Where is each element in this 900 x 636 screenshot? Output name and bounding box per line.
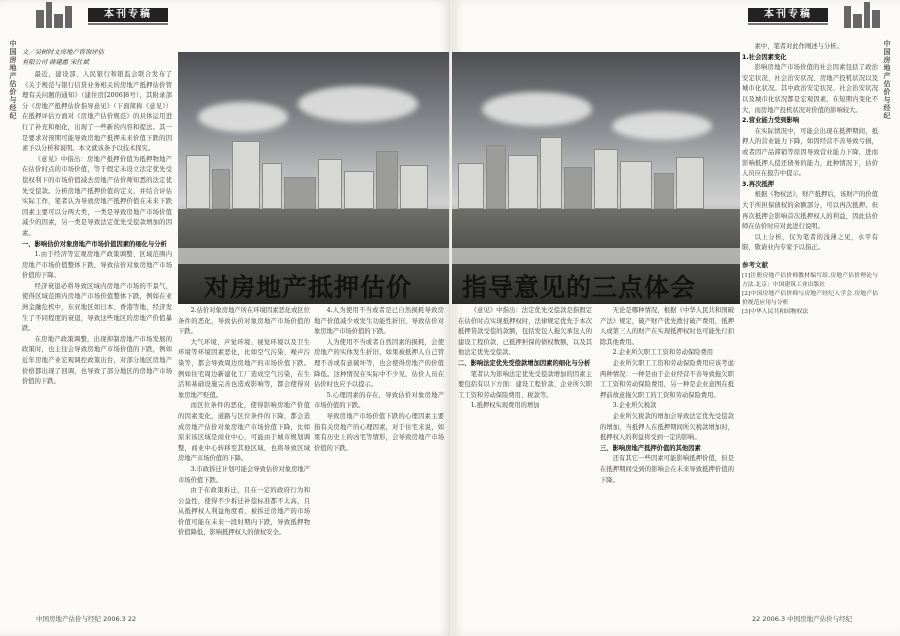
article-title-left: 对房地产抵押估价 [204, 273, 413, 302]
paragraph: 影响房地产市场价值的社会因素包括了政治安定状况、社会治安状况、房地产投机状况以及城市化状况。其中政治安定状况、社会治安状况以及城市化状况都是宏观因素，在短期内变化不大，而房地产投机状况对价值的影响较大。 [742, 64, 878, 114]
right-page [452, 0, 900, 636]
page-footer: 22 2006.3 中国房地产估价与经纪 [752, 615, 853, 623]
section-badge: 本刊专稿 [748, 8, 828, 22]
text-column-1 [22, 48, 172, 604]
section-heading: 二、影响法定优先受偿款增加因素的细化与分析 [458, 359, 591, 367]
side-label: 中国房地产估价与经纪 [9, 40, 17, 120]
reference-item: [3]中华人民共和国物权法 [742, 308, 809, 315]
paragraph: 《意见》中指出：法定优先受偿款是指假定在估价时点实现抵押权时，法律规定优先于本次抵押贷款受偿的款额，包括发包人拖欠承包人的建设工程价款、已抵押担保的债权数额，以及其他法定优先受偿款。 [458, 307, 592, 357]
text-column-3 [314, 306, 444, 608]
city-photo [178, 52, 452, 304]
author-line: 文／吴树时文房地产咨询评估 [22, 49, 104, 56]
section-heading: 2.营业能力受到影响 [742, 117, 800, 125]
section-heading: 三、影响房地产抵押价值的其他因素 [600, 444, 701, 452]
page-footer: 中国房地产估价与经纪 2006.3 22 [36, 615, 137, 623]
paragraph: 而区位条件的恶化，使得影响房地产价值的因素变化，道路与区位条件的下降，都会造成房地产估价对象房地产市场价值下降，比如原来该区域是商业中心，可能由于城市规划调整，商业中心转移至其他区域，也将导致区域房地产市场价值的下降。 [178, 402, 310, 463]
reference-item: [2]中国房地产估价师与房地产经纪人学会.房地产估价规范应用与分析 [742, 290, 878, 306]
paragraph: 大气环境、声觉环境、视觉环境以及卫生环境等环境因素恶化，比如空气污染、噪声污染等，都会导致周边房地产的市场价值下跌。例如住宅周边新建化工厂造成空气污染，在生活和基础设施完善也造成影响等，都会使得对象房地产贬值。 [178, 338, 310, 399]
paragraph: 笔者认为影响法定优先受偿款增加的因素主要包括有以下方面：建设工程价款、企业所欠职工工资和劳动保险费用、税款等。 [458, 370, 592, 399]
header-bar [452, 0, 900, 28]
section-badge: 本刊专稿 [88, 8, 168, 22]
text-column-5 [600, 306, 734, 608]
paragraph: 根据《物权法》，财产抵押后，该财产的价值大于所担保债权的余额部分，可以再次抵押。但再次抵押会影响首次抵押权人的利益，因此估价师在估价时应对此进行说明。 [742, 191, 878, 231]
section-heading: 一、影响估价对象房地产市场价值因素的细化与分析 [22, 240, 167, 248]
paragraph: 在实际情况中，可能会出现在抵押期间，抵押人的营业能力下降，如因经营不善导致亏损，或者因产品滞销等原因导致营业能力下降，进而影响抵押人偿还债务的能力，此种情况下，估价人员应在报告中提示。 [742, 127, 878, 178]
section-heading: 1.社会因素变化 [742, 53, 787, 61]
paragraph: 企业所欠税款的增加会导致法定优先受偿款的增加，当抵押人在抵押期间所欠税款增加时，抵押权人的利益将受到一定的影响。 [600, 412, 734, 442]
paragraph: 最近，建设部、人民银行和银监会联合发布了《关于规范与银行信贷业务相关的房地产抵押估价管理有关问题的通知》（建住房[2006]8号），其附录部分《房地产抵押估价指导意见》（下面简称《意见》）在抵押评估方面对《房地产估价规范》的具体运用进行了补充和细化，出现了一些新的内容和提法。其一是要求对预期可能导致房地产抵押未来价值下跌的因素予以分析和说明。本文就该条予以技术探究。 [22, 71, 172, 153]
header-bar [0, 0, 452, 28]
paragraph: 经济衰退必将导致区域内房地产市场的不景气，使得区域范围内房地产市场价值整体下跌，例如在亚洲金融危机中，东亚地区如日本、香港等地，经济发生了不同程度的衰退，导致这些地区的房地产价值暴跌。 [22, 282, 172, 333]
paragraph: 导致房地产市场价值下跌的心理因素主要指有关房地产的心理因素，对于住宅来说，如果有历史上的凶宅等情形，会导致房地产市场价值的下跌。 [314, 412, 444, 452]
paragraph: 以上分析，仅为笔者的浅薄之见，水平有限，敬请业内专家予以指正。 [742, 233, 878, 252]
paragraph: 无论是哪种情况，根据《中华人民共和国破产法》规定，破产财产优先拨付破产费用，抵押人或第三人的财产在实现抵押权时也可能先行扣除其他费用。 [600, 307, 734, 346]
title-part-emphasis: 三点体会 [592, 273, 697, 302]
reference-item: [1]注册房地产估价师教材编写组.房地产估价理论与方法.北京：中国建筑工业出版社 [742, 272, 878, 288]
paragraph: 素中，笔者对此作阐述与分析。 [754, 43, 843, 50]
references-title: 参考文献 [742, 260, 768, 269]
title-part: 指导意见的 [462, 273, 593, 302]
paragraph: 由于在政策拆迁，且在一定的政府行为和公益性，使得不少拆迁补偿标准都不太高，且从抵押权人利益角度看，被拆迁房地产的市场价值可能在未来一段时期内下跌，导致抵押物价值降低，影响抵押权人的债权安全。 [178, 487, 310, 537]
side-label: 中国房地产估价与经纪 [883, 40, 891, 120]
text-column-4 [458, 306, 592, 608]
city-photo [452, 52, 740, 304]
section-heading: 3.再次抵押 [742, 180, 774, 188]
paragraph: 2.估价对象房地产所在环境因素恶化或区位条件的恶化，导致估价对象房地产市场价值的下跌。 [178, 307, 310, 336]
paragraph: 3.市政拆迁计划可能会导致估价对象房地产市场价值下跌。 [178, 465, 310, 484]
paragraph: 企业所欠职工工资和劳动保险费用应该考虑两种情况：一种是由于企业经营不善导致拖欠职工工资和劳动保险费用，另一种是企业意图在抵押前故意拖欠职工的工资和劳动保险费用。 [600, 359, 734, 399]
paragraph: 1.抵押权实现费用的增加 [470, 402, 540, 410]
paragraph: 3.企业所欠税款 [612, 402, 657, 410]
text-column-2 [178, 306, 310, 608]
paragraph: 《意见》中指出：房地产抵押价值为抵押物地产在估价时点的市场价值，等于假定未设立法定优先受偿权利下的市场价值减去房地产估价师知悉的法定优先受偿款。分析房地产抵押价值的定义，并结合评估实际工作，笔者认为导致房地产抵押价值在未来下跌因素主要可以分两大类，一类是导致房地产市场价值减少的因素，另一类是导致法定优先受偿款增加的因素。 [22, 155, 172, 237]
references [742, 260, 878, 317]
paragraph: 还有其它一些因素可能影响抵押价值，但是在抵押期间受到的影响会在未来导致抵押价值的下降。 [600, 455, 734, 484]
paragraph: 2.企业所欠职工工资和劳动保险费用 [612, 349, 714, 357]
city-skyline-icon [36, 2, 78, 28]
paragraph: 人为使用不当或者自然因素的损耗，会使房地产的实体发生折旧，如果被抵押人自己管理不善或有意破坏等，也会使得房地产的价值降低。这种情况在实际中不少见，估价人员在估价时也应予以提示。 [314, 338, 444, 389]
city-skyline-icon [844, 2, 886, 28]
paragraph: 在房地产政策调整，出现抑制房地产市场发展的政策时，也主往会导致房地产市场价值的下跌，例如近年房地产业宏观调控政策出台，对部分地区房地产价格都出现了回调，也导致了部分地区的房地产市场价值的下跌。 [22, 335, 172, 386]
text-column-6 [742, 42, 878, 608]
article-title-right [462, 268, 696, 304]
paragraph: 4.人为使用不当或者是已自然损耗导致房地产价值减少或发生功能性折旧，导致估价对象房地产市场价值的下跌。 [314, 307, 444, 336]
author-line: 有限公司 薛建惠 宋仕斌 [22, 59, 89, 66]
paragraph: 5.心理因素的存在，导致估价对象房地产市场价值的下跌。 [314, 391, 444, 410]
paragraph: 1.由于经济等宏观房地产政策调整、区域范围内房地产市场价值整体下跌，导致估价对象房地产市场价值的下降。 [22, 251, 172, 280]
